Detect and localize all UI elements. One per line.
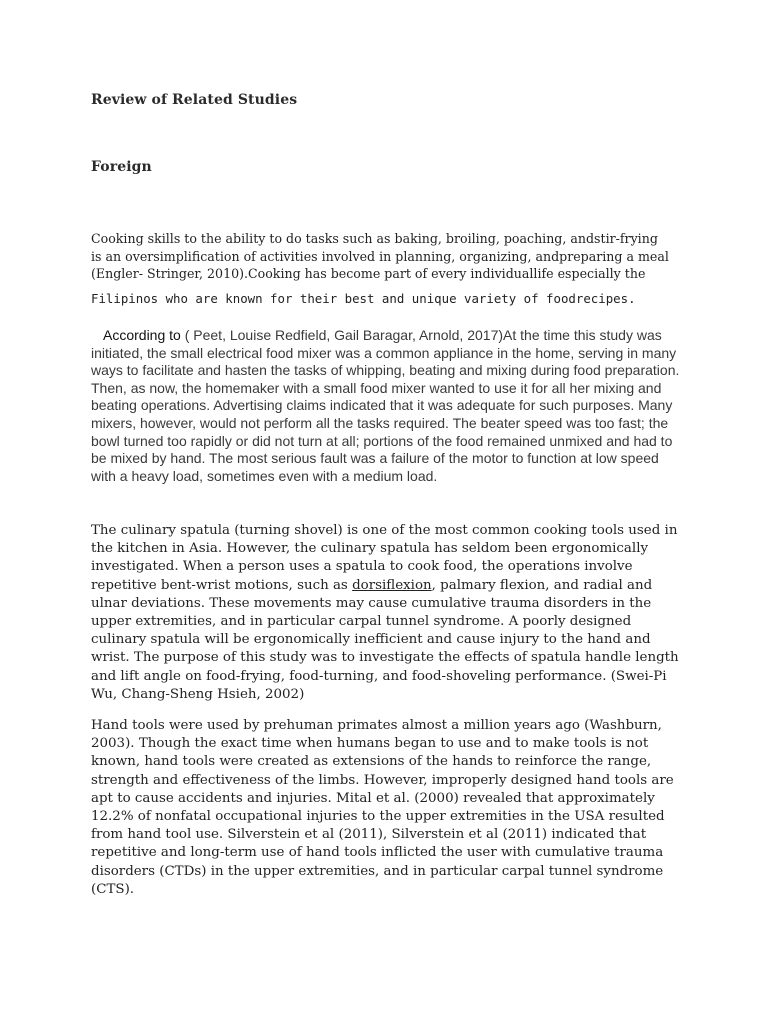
paragraph-hand-tools: Hand tools were used by prehuman primates almost a million years ago (Washburn, 2003). Though the exact time when humans began to use and to make tools is not known, hand tools were created as extensions of the hands to reinforce the range, strength and effectiveness of the limbs. However, improperly designed hand tools are apt to cause accidents and injuries. Mital et al. (2000) revealed that approximately 12.2% of nonfatal occupational injuries to the upper extremities in the USA resulted from hand tool use. Silverstein et al (2011), Silverstein et al (2011) indicated that repetitive and long-term use of hand tools inflicted the user with cumulative trauma disorders (CTDs) in the upper extremities, and in particular carpal tunnel syndrome (CTS). bbox=[91, 718, 674, 897]
paragraph-culinary-spatula bbox=[91, 522, 683, 704]
paragraph-spatula-text-start: The culinary spatula (turning shovel) is one of the most common cooking tools used in the kitchen in Asia. However, the culinary spatula has seldom been ergonomically investigated. When a person uses a spatula to cook food, the operations involve repetitive bent-wrist motions, such as bbox=[91, 523, 678, 593]
paragraph-food-mixer bbox=[91, 327, 681, 485]
paragraph-cooking-skills-last-line: Filipinos who are known for their best and unique variety of foodrecipes. bbox=[91, 290, 636, 306]
paragraph-food-mixer-lead: According to bbox=[103, 327, 181, 343]
paragraph-spatula-text-end: , palmary flexion, and radial and ulnar deviations. These movements may cause cumulative trauma disorders in the upper extremities, and in particular carpal tunnel syndrome. A poorly designed culinary spatula will be ergonomically inefficient and cause injury to the hand and wrist. The purpose of this study was to investigate the effects of spatula handle length and lift angle on food-frying, food-turning, and food-shoveling performance. (Swei-Pi Wu, Chang-Sheng Hsieh, 2002) bbox=[91, 577, 679, 702]
section-heading-review: Review of Related Studies bbox=[91, 92, 298, 108]
paragraph-cooking-skills-text: Cooking skills to the ability to do tasks such as baking, broiling, poaching, andstir-frying is an oversimplification of activities involved in planning, organizing, andpreparing a meal (Engler- Stringer, 2010).Cooking has become part of every individuallife especially the bbox=[91, 231, 669, 281]
paragraph-food-mixer-text: ( Peet, Louise Redfield, Gail Baragar, Arnold, 2017)At the time this study was initiated, the small electrical food mixer was a common appliance in the home, serving in many ways to facilitate and hasten the tasks of whipping, beating and mixing during food preparation. Then, as now, the homemaker with a small food mixer wanted to use it for all her mixing and beating operations. Advertising claims indicated that it was adequate for such purposes. Many mixers, however, would not perform all the tasks required. The beater speed was too fast; the bowl turned too rapidly or did not turn at all; portions of the food remained unmixed and had to be mixed by hand. The most serious fault was a failure of the motor to function at low speed with a heavy load, sometimes even with a medium load. bbox=[91, 327, 680, 484]
paragraph-cooking-skills bbox=[91, 230, 669, 307]
underlined-term-dorsiflexion: dorsiflexion bbox=[352, 577, 432, 593]
section-heading-foreign: Foreign bbox=[91, 159, 152, 175]
